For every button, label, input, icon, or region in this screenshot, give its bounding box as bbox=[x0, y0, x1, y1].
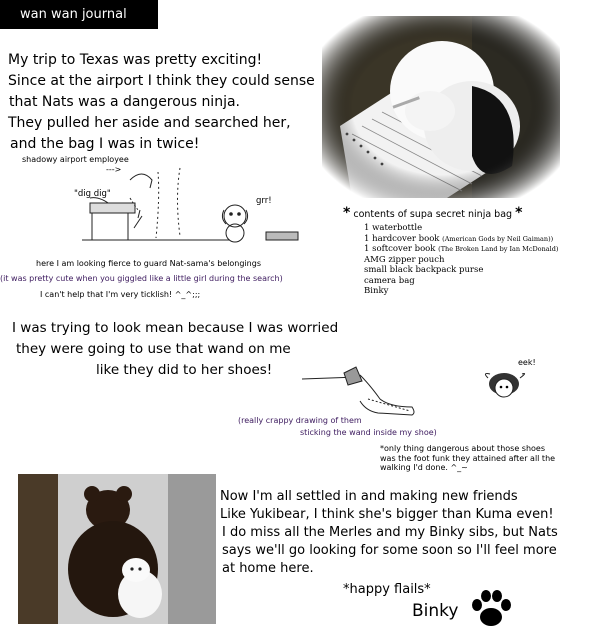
airport-search-sketch bbox=[80, 158, 305, 250]
intro-line: and the bag I was in twice! bbox=[10, 136, 200, 152]
sketch-caption: here I am looking fierce to guard Nat-sama's belongings bbox=[36, 259, 261, 268]
settled-text bbox=[220, 488, 558, 578]
footnote-line: was the foot funk they attained after all the bbox=[380, 453, 556, 463]
list-item: Binky bbox=[364, 286, 389, 296]
dig-label: "dig dig" bbox=[74, 189, 111, 199]
mean-line: I was trying to look mean because I was worried bbox=[12, 320, 339, 336]
purple-note: (it was pretty cute when you giggled like a little girl during the search) bbox=[0, 274, 283, 283]
star-icon: * bbox=[343, 205, 351, 221]
sketch2-caption-1: (really crappy drawing of them bbox=[238, 416, 362, 425]
mean-line: like they did to her shoes! bbox=[96, 362, 273, 378]
sketch2-caption-2: sticking the wand inside my shoe) bbox=[300, 428, 437, 437]
ticklish-note: I can't help that I'm very ticklish! ^_^;;; bbox=[40, 290, 201, 299]
settled-line: I do miss all the Merles and my Binky sibs, but Nats bbox=[222, 525, 558, 540]
star-icon: * bbox=[515, 205, 523, 221]
intro-text bbox=[8, 50, 315, 155]
intro-line: They pulled her aside and searched her, bbox=[8, 115, 291, 131]
paw-print-icon bbox=[470, 588, 512, 630]
arrow-label: ---> bbox=[106, 165, 122, 174]
bag-contents-list bbox=[364, 223, 558, 297]
list-item: 1 waterbottle bbox=[364, 223, 423, 233]
footnote bbox=[380, 444, 555, 473]
list-item: small black backpack purse bbox=[364, 265, 484, 275]
list-item: AMG zipper pouch bbox=[364, 254, 445, 265]
journal-title: wan wan journal bbox=[0, 0, 158, 29]
settled-line: Now I'm all settled in and making new friends bbox=[220, 489, 518, 504]
list-item: 1 hardcover book (American Gods by Neil Gaiman)) bbox=[364, 233, 554, 244]
bag-heading: contents of supa secret ninja bag bbox=[353, 209, 513, 220]
settled-line: Like Yukibear, I think she's bigger than Kuma even! bbox=[220, 507, 554, 522]
list-item: 1 softcover book (The Broken Land by Ian McDonald) bbox=[364, 244, 559, 254]
mean-line: they were going to use that wand on me bbox=[16, 341, 291, 357]
intro-line: that Nats was a dangerous ninja. bbox=[9, 94, 240, 110]
settled-line: says we'll go looking for some soon so I'll feel more bbox=[222, 543, 557, 558]
happy-flails: *happy flails* bbox=[343, 582, 431, 597]
grr-label: grr! bbox=[256, 196, 272, 206]
wand-shoe-sketch bbox=[300, 355, 420, 423]
footnote-line: *only thing dangerous about those shoes bbox=[380, 444, 546, 453]
settled-line: at home here. bbox=[222, 561, 314, 576]
employee-label: shadowy airport employee bbox=[22, 155, 129, 164]
intro-line: Since at the airport I think they could sense bbox=[8, 73, 315, 89]
footnote-line: walking I'd done. ^_~ bbox=[380, 463, 468, 472]
photo-bears bbox=[18, 474, 216, 624]
intro-line: My trip to Texas was pretty exciting! bbox=[8, 52, 263, 68]
mean-text bbox=[12, 318, 338, 381]
bag-heading-row bbox=[343, 205, 522, 221]
photo-plush-on-notebook bbox=[322, 16, 560, 198]
eek-label: eek! bbox=[518, 358, 536, 367]
binky-doodle bbox=[480, 370, 536, 404]
list-item: camera bag bbox=[364, 275, 415, 286]
signature: Binky bbox=[412, 601, 459, 621]
